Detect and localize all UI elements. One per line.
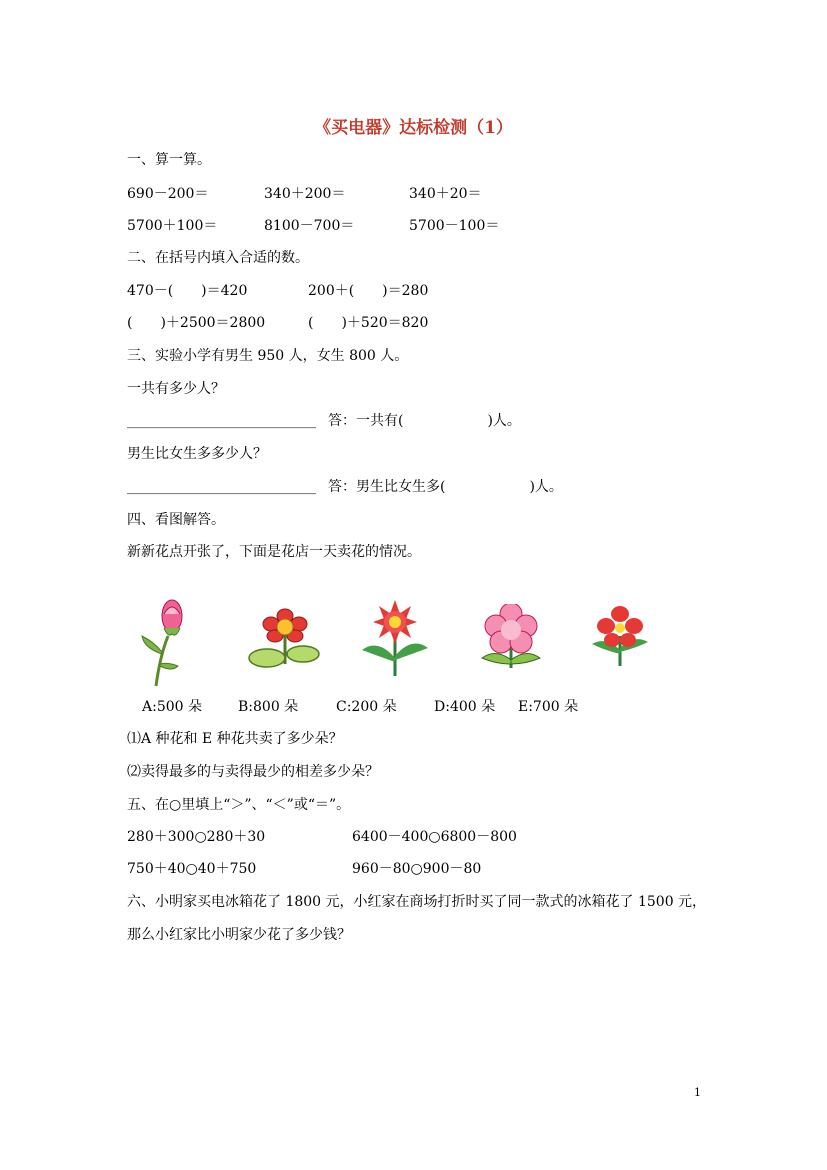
page-number: 1	[694, 1086, 701, 1099]
calc-item: 5700＋100＝	[127, 218, 218, 234]
calc-item: 5700－100＝	[409, 218, 500, 234]
flower-e-label: E:700 朵	[518, 699, 579, 715]
calc-item: 690－200＝	[127, 186, 209, 202]
compare-item: 960－80○900－80	[352, 861, 482, 877]
compare-item: 6400－400○6800－800	[352, 829, 517, 845]
section3-heading: 三、实验小学有男生 950 人，女生 800 人。	[127, 348, 409, 364]
question-max-minus-min: ⑵卖得最多的与卖得最少的相差多少朵？	[127, 764, 379, 780]
compare-item: 280＋300○280＋30	[127, 829, 266, 845]
flower-a-label: A:500 朵	[142, 699, 202, 715]
section6-line1: 六、小明家买电冰箱花了 1800 元，小红家在商场打折时买了同一款式的冰箱花了 1500 元，	[127, 894, 707, 910]
flower-b-image	[247, 608, 323, 672]
page-title: 《买电器》达标检测（1）	[314, 118, 513, 138]
answer-difference: 答：男生比女生多( )人。	[328, 479, 563, 495]
section4-intro: 新新花点开张了，下面是花店一天卖花的情况。	[127, 544, 421, 560]
flower-a-image	[138, 596, 188, 688]
question-total: 一共有多少人？	[127, 381, 225, 397]
flower-e-image	[590, 606, 650, 668]
flower-b-label: B:800 朵	[238, 699, 299, 715]
answer-total: 答：一共有( )人。	[328, 413, 521, 429]
fill-item: 200＋( )＝280	[308, 283, 429, 299]
fill-item: 470－( )＝420	[127, 283, 248, 299]
fill-item: ( )＋520＝820	[308, 315, 429, 331]
flower-d-image	[478, 604, 544, 670]
calc-item: 340＋20＝	[409, 186, 482, 202]
section6-line2: 那么小红家比小明家少花了多少钱？	[127, 927, 351, 943]
question-difference: 男生比女生多多少人？	[127, 446, 267, 462]
question-a-plus-e: ⑴A 种花和 E 种花共卖了多少朵？	[127, 731, 343, 747]
section4-heading: 四、看图解答。	[127, 512, 225, 528]
flower-d-label: D:400 朵	[434, 699, 496, 715]
calc-item: 340＋200＝	[264, 186, 346, 202]
section2-heading: 二、在括号内填入合适的数。	[127, 250, 309, 266]
section1-heading: 一、算一算。	[127, 152, 211, 168]
fill-item: ( )＋2500＝2800	[127, 315, 266, 331]
answer-blank: ___________________________	[127, 413, 316, 429]
section5-heading: 五、在○里填上“＞”、“＜”或“＝”。	[127, 797, 351, 813]
calc-item: 8100－700＝	[264, 218, 355, 234]
flower-c-image	[360, 600, 430, 676]
flower-c-label: C:200 朵	[336, 699, 397, 715]
compare-item: 750＋40○40＋750	[127, 861, 257, 877]
answer-blank: ___________________________	[127, 479, 316, 495]
